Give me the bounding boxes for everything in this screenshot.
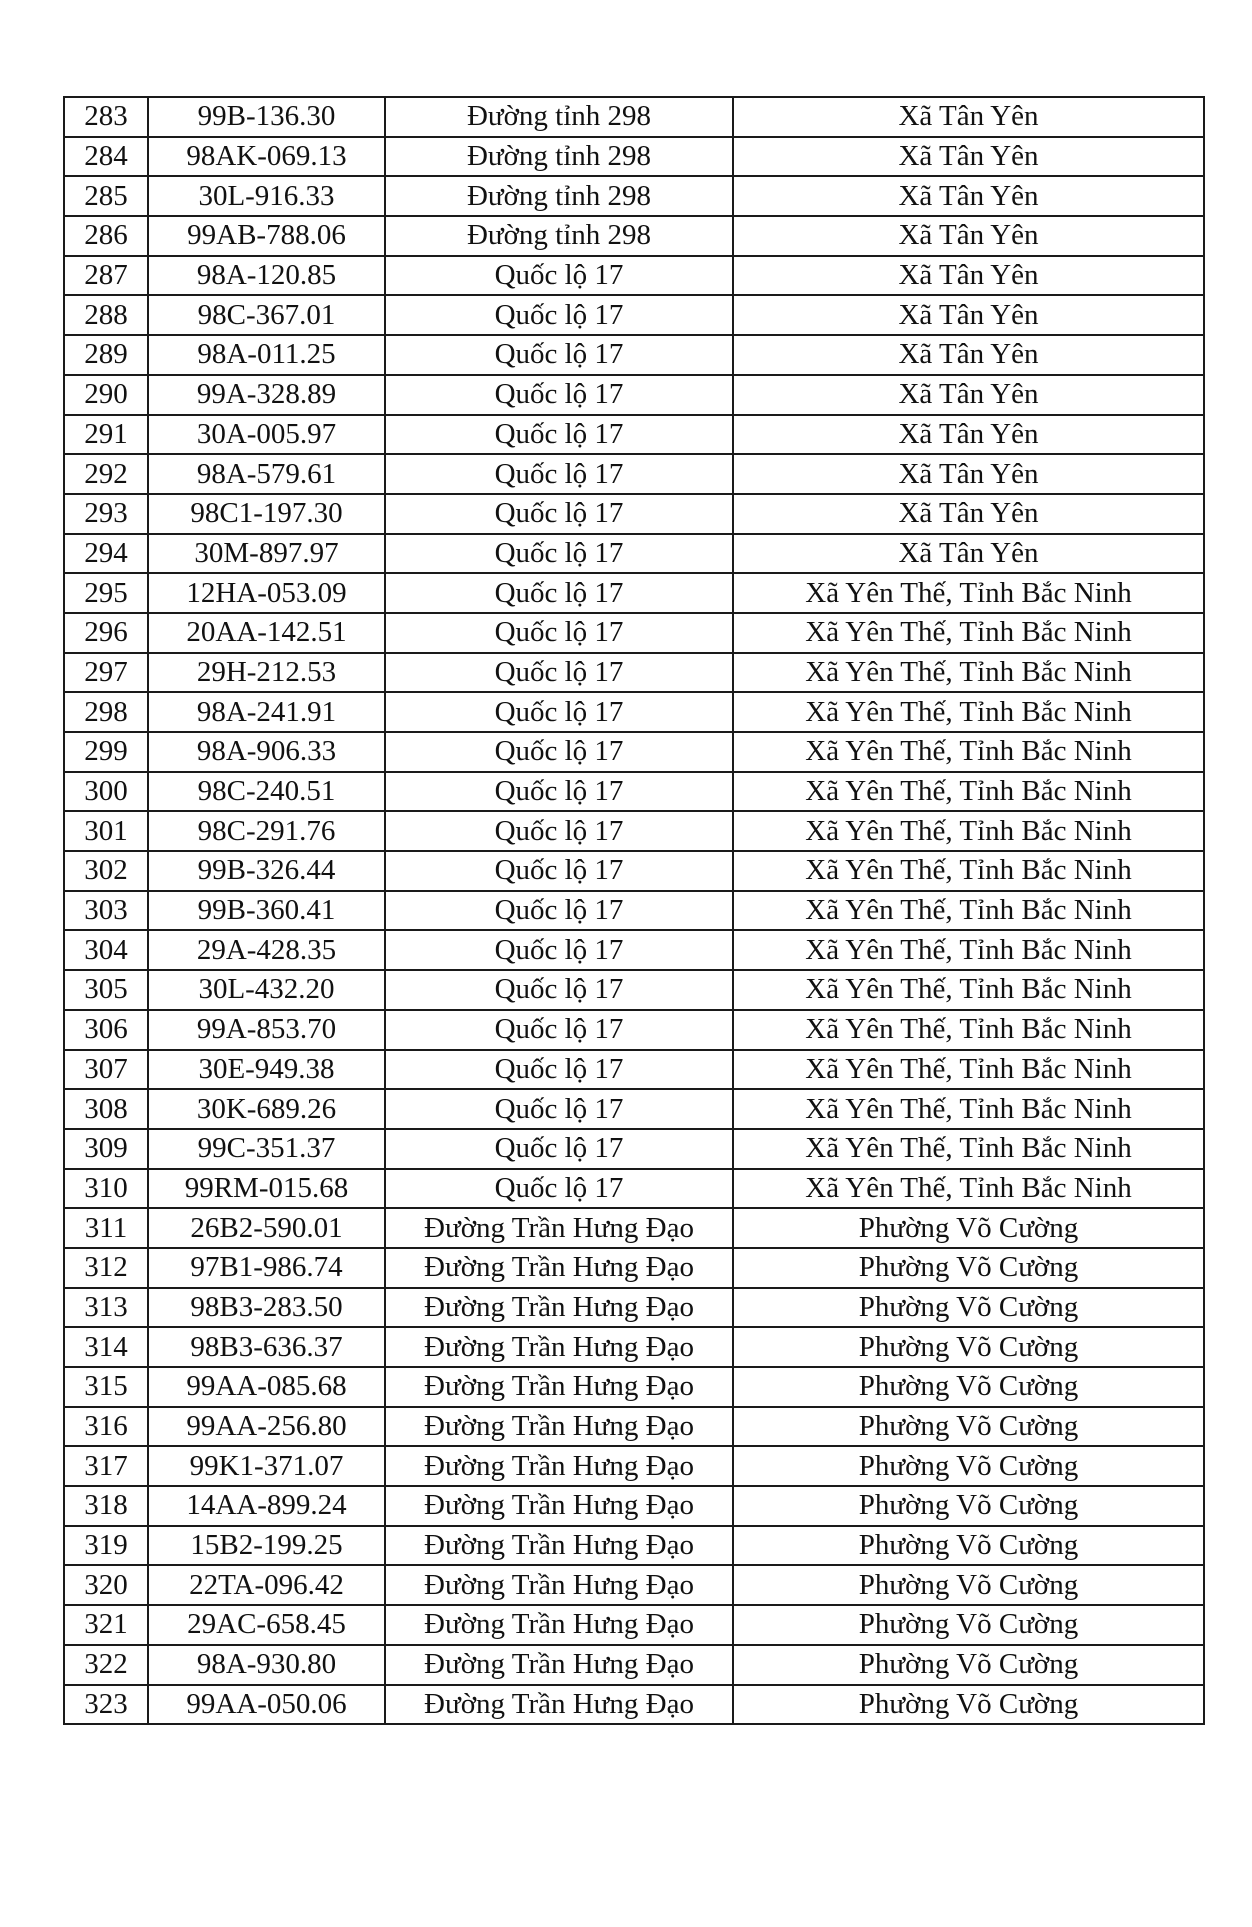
location-cell: Xã Tân Yên	[733, 454, 1204, 494]
road-name-cell: Quốc lộ 17	[385, 732, 733, 772]
row-number-cell: 283	[64, 97, 148, 137]
table-row	[64, 1565, 1204, 1605]
row-number-cell: 322	[64, 1645, 148, 1685]
row-number-cell: 302	[64, 851, 148, 891]
table-row	[64, 692, 1204, 732]
license-plate-cell: 30A-005.97	[148, 415, 385, 455]
license-plate-cell: 30K-689.26	[148, 1089, 385, 1129]
table-body	[64, 97, 1204, 1724]
license-plate-cell: 99A-853.70	[148, 1010, 385, 1050]
row-number-cell: 321	[64, 1605, 148, 1645]
road-name-cell: Đường tỉnh 298	[385, 97, 733, 137]
table-row	[64, 851, 1204, 891]
table-row	[64, 335, 1204, 375]
table-row	[64, 176, 1204, 216]
table-row	[64, 1407, 1204, 1447]
road-name-cell: Đường Trần Hưng Đạo	[385, 1327, 733, 1367]
location-cell: Xã Tân Yên	[733, 295, 1204, 335]
road-name-cell: Đường Trần Hưng Đạo	[385, 1248, 733, 1288]
road-name-cell: Quốc lộ 17	[385, 613, 733, 653]
location-cell: Xã Yên Thế, Tỉnh Bắc Ninh	[733, 1089, 1204, 1129]
license-plate-cell: 30M-897.97	[148, 534, 385, 574]
location-cell: Phường Võ Cường	[733, 1685, 1204, 1725]
table-row	[64, 1089, 1204, 1129]
table-row	[64, 930, 1204, 970]
table-row	[64, 534, 1204, 574]
road-name-cell: Đường Trần Hưng Đạo	[385, 1288, 733, 1328]
license-plate-cell: 99K1-371.07	[148, 1446, 385, 1486]
row-number-cell: 297	[64, 653, 148, 693]
violation-table	[63, 96, 1205, 1725]
location-cell: Xã Tân Yên	[733, 415, 1204, 455]
road-name-cell: Đường tỉnh 298	[385, 137, 733, 177]
location-cell: Xã Yên Thế, Tỉnh Bắc Ninh	[733, 1169, 1204, 1209]
location-cell: Xã Tân Yên	[733, 97, 1204, 137]
row-number-cell: 311	[64, 1208, 148, 1248]
location-cell: Xã Yên Thế, Tỉnh Bắc Ninh	[733, 851, 1204, 891]
table-row	[64, 1010, 1204, 1050]
location-cell: Xã Yên Thế, Tỉnh Bắc Ninh	[733, 653, 1204, 693]
road-name-cell: Đường Trần Hưng Đạo	[385, 1367, 733, 1407]
road-name-cell: Quốc lộ 17	[385, 1089, 733, 1129]
road-name-cell: Quốc lộ 17	[385, 692, 733, 732]
table-row	[64, 891, 1204, 931]
row-number-cell: 284	[64, 137, 148, 177]
location-cell: Phường Võ Cường	[733, 1407, 1204, 1447]
table-row	[64, 375, 1204, 415]
location-cell: Phường Võ Cường	[733, 1446, 1204, 1486]
row-number-cell: 317	[64, 1446, 148, 1486]
location-cell: Phường Võ Cường	[733, 1248, 1204, 1288]
row-number-cell: 288	[64, 295, 148, 335]
row-number-cell: 313	[64, 1288, 148, 1328]
road-name-cell: Đường Trần Hưng Đạo	[385, 1565, 733, 1605]
row-number-cell: 293	[64, 494, 148, 534]
location-cell: Xã Yên Thế, Tỉnh Bắc Ninh	[733, 930, 1204, 970]
license-plate-cell: 98A-579.61	[148, 454, 385, 494]
row-number-cell: 300	[64, 772, 148, 812]
location-cell: Xã Yên Thế, Tỉnh Bắc Ninh	[733, 1129, 1204, 1169]
road-name-cell: Quốc lộ 17	[385, 930, 733, 970]
location-cell: Phường Võ Cường	[733, 1526, 1204, 1566]
row-number-cell: 289	[64, 335, 148, 375]
table-row	[64, 137, 1204, 177]
row-number-cell: 294	[64, 534, 148, 574]
license-plate-cell: 22TA-096.42	[148, 1565, 385, 1605]
table-row	[64, 653, 1204, 693]
road-name-cell: Quốc lộ 17	[385, 811, 733, 851]
road-name-cell: Quốc lộ 17	[385, 653, 733, 693]
road-name-cell: Quốc lộ 17	[385, 415, 733, 455]
location-cell: Xã Tân Yên	[733, 216, 1204, 256]
road-name-cell: Đường Trần Hưng Đạo	[385, 1526, 733, 1566]
location-cell: Xã Tân Yên	[733, 494, 1204, 534]
license-plate-cell: 98A-011.25	[148, 335, 385, 375]
table-row	[64, 1129, 1204, 1169]
table-row	[64, 216, 1204, 256]
road-name-cell: Đường Trần Hưng Đạo	[385, 1486, 733, 1526]
location-cell: Xã Yên Thế, Tỉnh Bắc Ninh	[733, 772, 1204, 812]
table-row	[64, 1685, 1204, 1725]
license-plate-cell: 26B2-590.01	[148, 1208, 385, 1248]
table-row	[64, 772, 1204, 812]
road-name-cell: Quốc lộ 17	[385, 891, 733, 931]
table-row	[64, 415, 1204, 455]
license-plate-cell: 98A-241.91	[148, 692, 385, 732]
license-plate-cell: 14AA-899.24	[148, 1486, 385, 1526]
row-number-cell: 290	[64, 375, 148, 415]
license-plate-cell: 30L-916.33	[148, 176, 385, 216]
location-cell: Phường Võ Cường	[733, 1208, 1204, 1248]
license-plate-cell: 97B1-986.74	[148, 1248, 385, 1288]
table-row	[64, 1446, 1204, 1486]
table-row	[64, 811, 1204, 851]
location-cell: Xã Tân Yên	[733, 137, 1204, 177]
road-name-cell: Quốc lộ 17	[385, 375, 733, 415]
row-number-cell: 291	[64, 415, 148, 455]
location-cell: Xã Tân Yên	[733, 256, 1204, 296]
license-plate-cell: 98A-120.85	[148, 256, 385, 296]
road-name-cell: Đường Trần Hưng Đạo	[385, 1208, 733, 1248]
row-number-cell: 323	[64, 1685, 148, 1725]
road-name-cell: Đường Trần Hưng Đạo	[385, 1645, 733, 1685]
license-plate-cell: 29A-428.35	[148, 930, 385, 970]
table-row	[64, 970, 1204, 1010]
row-number-cell: 318	[64, 1486, 148, 1526]
table-row	[64, 1486, 1204, 1526]
location-cell: Phường Võ Cường	[733, 1367, 1204, 1407]
location-cell: Xã Yên Thế, Tỉnh Bắc Ninh	[733, 613, 1204, 653]
road-name-cell: Đường Trần Hưng Đạo	[385, 1407, 733, 1447]
road-name-cell: Đường Trần Hưng Đạo	[385, 1685, 733, 1725]
license-plate-cell: 99RM-015.68	[148, 1169, 385, 1209]
road-name-cell: Đường tỉnh 298	[385, 216, 733, 256]
table-row	[64, 295, 1204, 335]
license-plate-cell: 98AK-069.13	[148, 137, 385, 177]
road-name-cell: Quốc lộ 17	[385, 851, 733, 891]
row-number-cell: 315	[64, 1367, 148, 1407]
row-number-cell: 309	[64, 1129, 148, 1169]
row-number-cell: 308	[64, 1089, 148, 1129]
table-row	[64, 1208, 1204, 1248]
license-plate-cell: 29AC-658.45	[148, 1605, 385, 1645]
table-row	[64, 256, 1204, 296]
row-number-cell: 299	[64, 732, 148, 772]
road-name-cell: Đường Trần Hưng Đạo	[385, 1605, 733, 1645]
table-row	[64, 573, 1204, 613]
license-plate-cell: 98B3-283.50	[148, 1288, 385, 1328]
location-cell: Phường Võ Cường	[733, 1605, 1204, 1645]
location-cell: Xã Yên Thế, Tỉnh Bắc Ninh	[733, 1050, 1204, 1090]
row-number-cell: 301	[64, 811, 148, 851]
road-name-cell: Quốc lộ 17	[385, 256, 733, 296]
row-number-cell: 312	[64, 1248, 148, 1288]
row-number-cell: 304	[64, 930, 148, 970]
license-plate-cell: 29H-212.53	[148, 653, 385, 693]
location-cell: Xã Yên Thế, Tỉnh Bắc Ninh	[733, 692, 1204, 732]
location-cell: Phường Võ Cường	[733, 1327, 1204, 1367]
table-row	[64, 1050, 1204, 1090]
license-plate-cell: 98C-291.76	[148, 811, 385, 851]
road-name-cell: Quốc lộ 17	[385, 295, 733, 335]
location-cell: Phường Võ Cường	[733, 1288, 1204, 1328]
row-number-cell: 303	[64, 891, 148, 931]
license-plate-cell: 98B3-636.37	[148, 1327, 385, 1367]
row-number-cell: 316	[64, 1407, 148, 1447]
license-plate-cell: 99AA-256.80	[148, 1407, 385, 1447]
table-row	[64, 454, 1204, 494]
table-row	[64, 1327, 1204, 1367]
table-row	[64, 1169, 1204, 1209]
license-plate-cell: 12HA-053.09	[148, 573, 385, 613]
row-number-cell: 285	[64, 176, 148, 216]
location-cell: Phường Võ Cường	[733, 1486, 1204, 1526]
license-plate-cell: 98A-930.80	[148, 1645, 385, 1685]
location-cell: Xã Yên Thế, Tỉnh Bắc Ninh	[733, 573, 1204, 613]
license-plate-cell: 99A-328.89	[148, 375, 385, 415]
table-row	[64, 732, 1204, 772]
license-plate-cell: 99AB-788.06	[148, 216, 385, 256]
road-name-cell: Quốc lộ 17	[385, 494, 733, 534]
table-row	[64, 494, 1204, 534]
row-number-cell: 307	[64, 1050, 148, 1090]
table-row	[64, 97, 1204, 137]
location-cell: Phường Võ Cường	[733, 1565, 1204, 1605]
row-number-cell: 295	[64, 573, 148, 613]
row-number-cell: 314	[64, 1327, 148, 1367]
road-name-cell: Quốc lộ 17	[385, 1129, 733, 1169]
license-plate-cell: 99B-326.44	[148, 851, 385, 891]
license-plate-cell: 99C-351.37	[148, 1129, 385, 1169]
location-cell: Xã Tân Yên	[733, 176, 1204, 216]
license-plate-cell: 98C-367.01	[148, 295, 385, 335]
location-cell: Xã Yên Thế, Tỉnh Bắc Ninh	[733, 811, 1204, 851]
road-name-cell: Đường Trần Hưng Đạo	[385, 1446, 733, 1486]
road-name-cell: Quốc lộ 17	[385, 1169, 733, 1209]
road-name-cell: Quốc lộ 17	[385, 1010, 733, 1050]
row-number-cell: 298	[64, 692, 148, 732]
location-cell: Xã Yên Thế, Tỉnh Bắc Ninh	[733, 732, 1204, 772]
row-number-cell: 306	[64, 1010, 148, 1050]
table-row	[64, 1605, 1204, 1645]
table-row	[64, 613, 1204, 653]
location-cell: Phường Võ Cường	[733, 1645, 1204, 1685]
table-row	[64, 1367, 1204, 1407]
license-plate-cell: 99AA-050.06	[148, 1685, 385, 1725]
row-number-cell: 319	[64, 1526, 148, 1566]
table-row	[64, 1248, 1204, 1288]
road-name-cell: Quốc lộ 17	[385, 534, 733, 574]
row-number-cell: 296	[64, 613, 148, 653]
road-name-cell: Quốc lộ 17	[385, 335, 733, 375]
license-plate-cell: 98C1-197.30	[148, 494, 385, 534]
license-plate-cell: 98A-906.33	[148, 732, 385, 772]
license-plate-cell: 15B2-199.25	[148, 1526, 385, 1566]
location-cell: Xã Tân Yên	[733, 534, 1204, 574]
license-plate-cell: 20AA-142.51	[148, 613, 385, 653]
road-name-cell: Quốc lộ 17	[385, 970, 733, 1010]
license-plate-cell: 99AA-085.68	[148, 1367, 385, 1407]
row-number-cell: 320	[64, 1565, 148, 1605]
table-row	[64, 1288, 1204, 1328]
row-number-cell: 310	[64, 1169, 148, 1209]
road-name-cell: Quốc lộ 17	[385, 772, 733, 812]
road-name-cell: Quốc lộ 17	[385, 1050, 733, 1090]
license-plate-cell: 30E-949.38	[148, 1050, 385, 1090]
road-name-cell: Quốc lộ 17	[385, 454, 733, 494]
table-row	[64, 1526, 1204, 1566]
license-plate-cell: 98C-240.51	[148, 772, 385, 812]
road-name-cell: Đường tỉnh 298	[385, 176, 733, 216]
row-number-cell: 286	[64, 216, 148, 256]
license-plate-cell: 30L-432.20	[148, 970, 385, 1010]
license-plate-cell: 99B-360.41	[148, 891, 385, 931]
license-plate-cell: 99B-136.30	[148, 97, 385, 137]
location-cell: Xã Tân Yên	[733, 375, 1204, 415]
location-cell: Xã Yên Thế, Tỉnh Bắc Ninh	[733, 891, 1204, 931]
row-number-cell: 287	[64, 256, 148, 296]
row-number-cell: 305	[64, 970, 148, 1010]
location-cell: Xã Tân Yên	[733, 335, 1204, 375]
road-name-cell: Quốc lộ 17	[385, 573, 733, 613]
document-page	[63, 96, 1203, 1725]
location-cell: Xã Yên Thế, Tỉnh Bắc Ninh	[733, 970, 1204, 1010]
row-number-cell: 292	[64, 454, 148, 494]
table-row	[64, 1645, 1204, 1685]
location-cell: Xã Yên Thế, Tỉnh Bắc Ninh	[733, 1010, 1204, 1050]
